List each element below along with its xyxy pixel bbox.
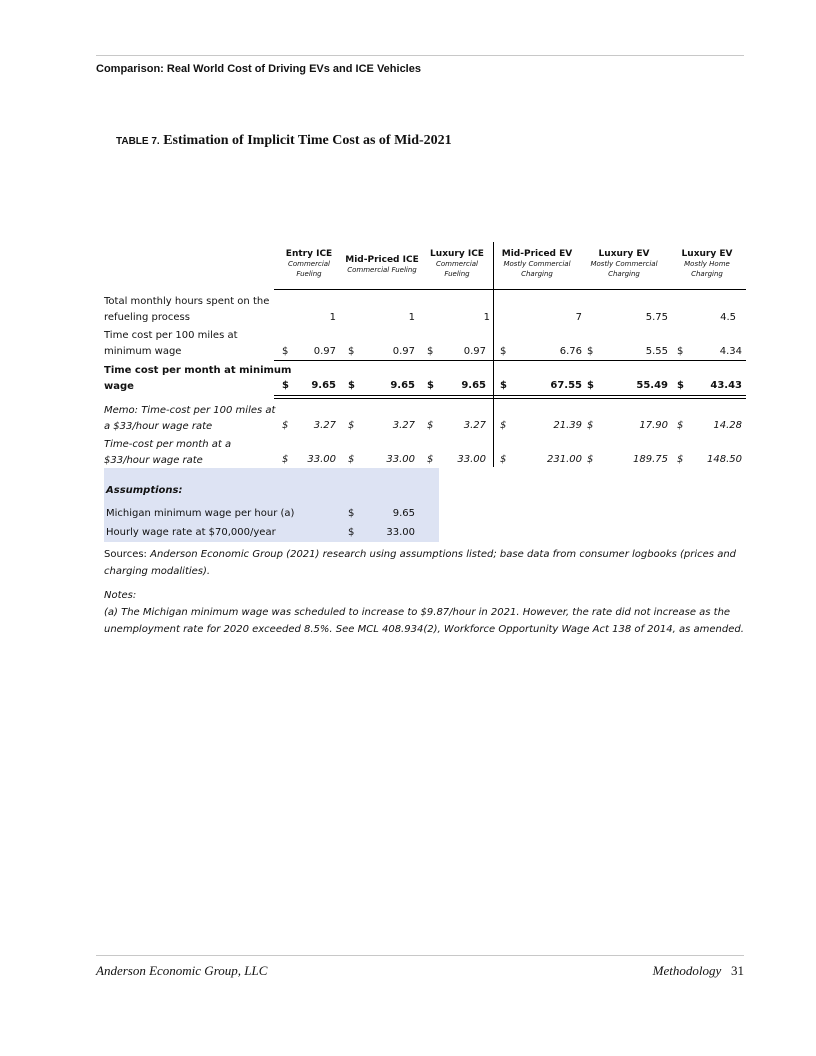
dollar-sign: $ — [500, 420, 507, 431]
cell-memomonth-entry-ice: 33.00 — [307, 454, 336, 465]
dollar-sign: $ — [282, 454, 289, 465]
assumption-label-hourly-rate: Hourly wage rate at $70,000/year — [106, 527, 276, 538]
row3-double-underline-bottom — [274, 398, 746, 399]
cell-cost100-midpriced-ice: 0.97 — [392, 346, 415, 357]
cell-costmonth-luxury-ev-home: 43.43 — [710, 380, 742, 391]
row3-double-underline-top — [274, 395, 746, 396]
col-header-luxury-ice: Luxury ICE Commercial Fueling — [430, 249, 484, 278]
dollar-sign: $ — [427, 380, 434, 391]
cell-memomonth-luxury-ev-home: 148.50 — [707, 454, 742, 465]
assumption-label-min-wage: Michigan minimum wage per hour (a) — [106, 508, 295, 519]
cell-cost100-luxury-ev-home: 4.34 — [719, 346, 742, 357]
dollar-sign: $ — [348, 346, 355, 357]
notes-heading: Notes: — [104, 590, 137, 601]
dollar-sign: $ — [427, 454, 434, 465]
col-header-luxury-ev-commercial: Luxury EV Mostly Commercial Charging — [590, 249, 658, 278]
dollar-sign: $ — [500, 380, 507, 391]
cell-memo100-entry-ice: 3.27 — [313, 420, 336, 431]
dollar-sign: $ — [500, 454, 507, 465]
assumption-value-min-wage: 9.65 — [392, 508, 415, 519]
cell-memomonth-luxury-ev-commercial: 189.75 — [633, 454, 668, 465]
dollar-sign: $ — [427, 346, 434, 357]
row-label-monthly-hours: Total monthly hours spent on the refueling process — [104, 296, 270, 323]
dollar-sign: $ — [677, 346, 684, 357]
dollar-sign: $ — [348, 380, 355, 391]
dollar-sign: $ — [677, 454, 684, 465]
cell-hours-entry-ice: 1 — [329, 312, 336, 323]
row-label-cost-100mi-min: Time cost per 100 miles at minimum wage — [104, 330, 238, 357]
cell-memomonth-luxury-ice: 33.00 — [457, 454, 486, 465]
notes-text: (a) The Michigan minimum wage was scheduled to increase to $9.87/hour in 2021. However, the rate did not increase as the unemployment rate for 2020 exceeded 8.5%. See MCL 408.934(2), Workforce Opportunity Wage Act 138 of 2014, as amended. — [104, 607, 744, 635]
footer-company: Anderson Economic Group, LLC — [96, 963, 268, 978]
cell-hours-luxury-ev-commercial: 5.75 — [645, 312, 668, 323]
col-header-luxury-ev-home: Luxury EV Mostly Home Charging — [681, 249, 733, 278]
time-cost-table — [104, 242, 746, 542]
dollar-sign: $ — [348, 527, 355, 538]
cell-memo100-luxury-ev-commercial: 17.90 — [639, 420, 668, 431]
cell-costmonth-entry-ice: 9.65 — [311, 380, 336, 391]
notes-block — [104, 587, 749, 638]
cell-costmonth-luxury-ev-commercial: 55.49 — [636, 380, 668, 391]
dollar-sign: $ — [587, 454, 594, 465]
dollar-sign: $ — [282, 420, 289, 431]
cell-hours-midpriced-ice: 1 — [408, 312, 415, 323]
cell-costmonth-midpriced-ice: 9.65 — [390, 380, 415, 391]
col-header-midpriced-ice: Mid-Priced ICE Commercial Fueling — [345, 255, 419, 274]
row-label-cost-month-min: Time cost per month at minimum wage — [104, 365, 292, 392]
cell-cost100-luxury-ice: 0.97 — [463, 346, 486, 357]
row-label-memo-month: Time-cost per month at a $33/hour wage rate — [104, 439, 232, 466]
dollar-sign: $ — [587, 346, 594, 357]
cell-memo100-midpriced-ev: 21.39 — [553, 420, 582, 431]
dollar-sign: $ — [282, 380, 289, 391]
bottom-rule — [96, 955, 744, 956]
ice-ev-divider — [493, 242, 494, 467]
table-title-text: Estimation of Implicit Time Cost as of Mid-2021 — [163, 133, 452, 148]
dollar-sign: $ — [677, 380, 684, 391]
col-header-entry-ice: Entry ICE Commercial Fueling — [285, 249, 333, 278]
cell-cost100-luxury-ev-commercial: 5.55 — [645, 346, 668, 357]
row-label-memo-100mi: Memo: Time-cost per 100 miles at a $33/hour wage rate — [104, 405, 276, 432]
cell-memo100-luxury-ev-home: 14.28 — [713, 420, 742, 431]
assumptions-panel — [104, 468, 439, 542]
cell-memomonth-midpriced-ev: 231.00 — [547, 454, 582, 465]
cell-memo100-luxury-ice: 3.27 — [463, 420, 486, 431]
cell-costmonth-midpriced-ev: 67.55 — [550, 380, 582, 391]
table-number: TABLE 7. — [116, 136, 160, 147]
dollar-sign: $ — [677, 420, 684, 431]
page-number: 31 — [731, 963, 744, 978]
dollar-sign: $ — [282, 346, 289, 357]
assumption-value-hourly-rate: 33.00 — [386, 527, 415, 538]
footer-page-info — [653, 963, 744, 979]
cell-memomonth-midpriced-ice: 33.00 — [386, 454, 415, 465]
dollar-sign: $ — [427, 420, 434, 431]
cell-cost100-midpriced-ev: 6.76 — [559, 346, 582, 357]
table-title — [116, 133, 452, 149]
top-rule — [96, 55, 744, 56]
cell-hours-luxury-ev-home: 4.5 — [720, 312, 736, 323]
assumptions-heading: Assumptions: — [106, 485, 183, 496]
cell-hours-midpriced-ev: 7 — [575, 312, 582, 323]
sources-prefix: Sources: — [104, 549, 151, 560]
sources-text: Anderson Economic Group (2021) research using assumptions listed; base data from consumer logbooks (prices and charging modalities). — [104, 549, 737, 577]
dollar-sign: $ — [587, 380, 594, 391]
dollar-sign: $ — [348, 420, 355, 431]
dollar-sign: $ — [348, 508, 355, 519]
cell-costmonth-luxury-ice: 9.65 — [461, 380, 486, 391]
dollar-sign: $ — [500, 346, 507, 357]
dollar-sign: $ — [587, 420, 594, 431]
sources-note — [104, 546, 749, 580]
col-header-midpriced-ev: Mid-Priced EV Mostly Commercial Charging — [501, 249, 573, 278]
dollar-sign: $ — [348, 454, 355, 465]
cell-memo100-midpriced-ice: 3.27 — [392, 420, 415, 431]
running-header: Comparison: Real World Cost of Driving EVs and ICE Vehicles — [96, 63, 421, 75]
row2-underline — [274, 360, 746, 361]
cell-hours-luxury-ice: 1 — [483, 312, 490, 323]
footer-section: Methodology — [652, 963, 722, 978]
cell-cost100-entry-ice: 0.97 — [313, 346, 336, 357]
header-underline — [274, 289, 746, 290]
